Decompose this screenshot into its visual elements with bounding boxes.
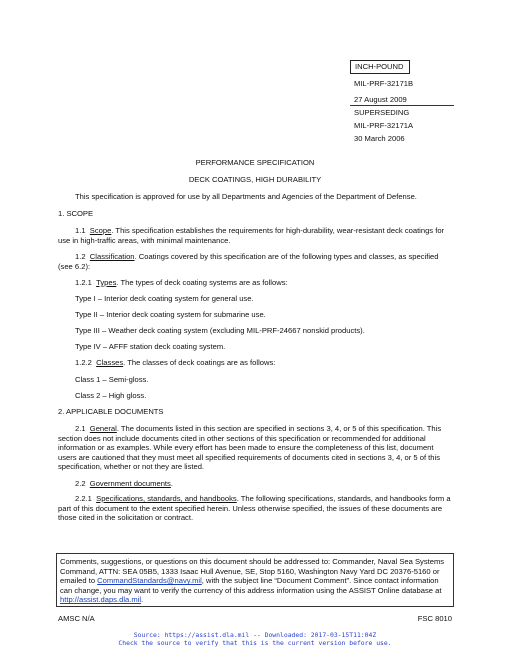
amsc-label: AMSC N/A: [58, 614, 95, 623]
comments-text: .: [141, 595, 144, 605]
paragraph-1-2-2: [75, 358, 275, 368]
paragraph-1-2-1: [75, 278, 288, 288]
para-text: . The documents listed in this section are specified in sections 3, 4, or 5 of this specification. This section does not include documents cited in other sections of this specification or recommended for additional information or as examples. While every effort has been made to ensure the completeness of this list, document users are cautioned that they must meet all specified requirements of documents cited in sections 3, 4, or 5 of this specification, whether or not they are listed.: [58, 424, 442, 472]
para-number: 1.2.2: [75, 358, 92, 367]
superseded-number: MIL-PRF-32171A: [354, 121, 414, 130]
para-title: General: [89, 424, 117, 433]
fsc-label: FSC 8010: [417, 614, 452, 623]
assist-link[interactable]: http://assist.daps.dla.mil: [60, 595, 142, 605]
para-text: . The classes of deck coatings are as follows:: [123, 358, 276, 367]
para-text: . The types of deck coating systems are as follows:: [116, 278, 288, 287]
superseding-label: SUPERSEDING: [354, 108, 410, 117]
superseded-date: 30 March 2006: [354, 134, 405, 143]
paragraph-1-1: [58, 226, 452, 245]
paragraph-2-1: [58, 424, 452, 472]
paragraph-2-2-1: [58, 494, 452, 523]
spec-type-title: PERFORMANCE SPECIFICATION: [195, 158, 315, 167]
para-text: . This specification establishes the requirements for high-durability, wear-resistant deck coatings for use in high-traffic areas, with minimal maintenance.: [58, 226, 445, 245]
comments-text: , with the subject line “Document Comment”. Since contact information can change, you may want to verify the currency of this address information using the ASSIST Online database at: [60, 576, 442, 595]
para-number: 2.2.1: [75, 494, 92, 503]
para-number: 2.2: [75, 479, 86, 488]
para-title: Government documents: [89, 479, 171, 488]
email-link[interactable]: CommandStandards@navy.mil: [97, 576, 202, 586]
inch-pound-box: [350, 60, 410, 74]
para-number: 1.2: [75, 252, 86, 261]
class-item: Class 1 – Semi-gloss.: [75, 375, 149, 384]
comments-box: [56, 553, 454, 607]
para-title: Scope: [89, 226, 112, 235]
section-2-heading: 2. APPLICABLE DOCUMENTS: [58, 407, 164, 416]
para-number: 1.2.1: [75, 278, 92, 287]
type-item: Type I – Interior deck coating system for general use.: [75, 294, 254, 303]
para-text: . The following specifications, standards, and handbooks form a part of this document to the extent specified herein. Unless otherwise specified, the issues of these documents are those cited in the solicitation or contract.: [58, 494, 451, 523]
para-number: 1.1: [75, 226, 86, 235]
section-1-heading: 1. SCOPE: [58, 209, 94, 218]
header-divider: [350, 105, 454, 106]
source-line: Source: https://assist.dla.mil -- Downloaded: 2017-03-15T11:04Z: [133, 631, 377, 639]
comments-text: Comments, suggestions, or questions on this document should be addressed to: Commander, Naval Sea Systems Command, ATTN: SEA 05B5, 1333 Isaac Hull Avenue, SE, Stop 5160, Washington Navy Yard DC 20376-5160 or emailed to: [60, 557, 445, 586]
spec-subject-title: DECK COATINGS, HIGH DURABILITY: [188, 175, 322, 184]
type-item: Type IV – AFFF station deck coating system.: [75, 342, 226, 351]
para-title: Classes: [96, 358, 124, 367]
para-text: .: [170, 479, 173, 488]
approval-statement: This specification is approved for use by all Departments and Agencies of the Department of Defense.: [75, 192, 417, 201]
class-item: Class 2 – High gloss.: [75, 391, 147, 400]
inch-pound-label: INCH-POUND: [355, 62, 404, 71]
verify-line: Check the source to verify that this is the current version before use.: [118, 639, 392, 647]
type-item: Type II – Interior deck coating system for submarine use.: [75, 310, 266, 319]
para-title: Types: [96, 278, 117, 287]
paragraph-1-2: [58, 252, 452, 271]
doc-date: 27 August 2009: [354, 95, 407, 104]
para-number: 2.1: [75, 424, 86, 433]
type-item: Type III – Weather deck coating system (excluding MIL-PRF-24667 nonskid products).: [75, 326, 365, 335]
para-text: . Coatings covered by this specification are of the following types and classes, as specified (see 6.2):: [58, 252, 439, 271]
para-title: Specifications, standards, and handbooks: [96, 494, 237, 503]
paragraph-2-2: [75, 479, 173, 489]
doc-number: MIL-PRF-32171B: [354, 79, 414, 88]
para-title: Classification: [89, 252, 135, 261]
